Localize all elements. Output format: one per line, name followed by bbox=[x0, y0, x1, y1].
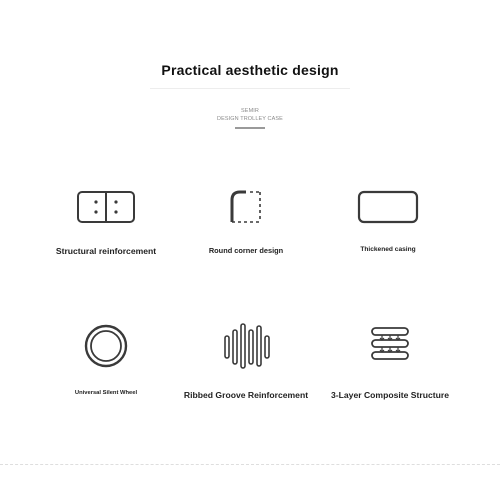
feature-3-layer-composite-structure bbox=[307, 322, 473, 400]
feature-label: Universal Silent Wheel bbox=[74, 390, 138, 396]
brand-tagline: DESIGN TROLLEY CASE bbox=[217, 116, 283, 122]
feature-label: Structural reinforcement bbox=[55, 246, 157, 256]
page-title: Practical aesthetic design bbox=[161, 62, 339, 78]
ribbed-groove-icon bbox=[221, 322, 271, 370]
feature-label: 3-Layer Composite Structure bbox=[331, 390, 449, 400]
feature-label: Ribbed Groove Reinforcement bbox=[183, 390, 309, 400]
feature-ribbed-groove-reinforcement bbox=[163, 322, 329, 400]
wheel-icon bbox=[82, 322, 130, 370]
brand-block bbox=[0, 107, 500, 123]
title-divider bbox=[150, 88, 350, 89]
feature-thickened-casing bbox=[305, 188, 471, 253]
bottom-divider bbox=[0, 464, 500, 465]
three-layer-icon bbox=[368, 322, 412, 366]
feature-label: Thickened casing bbox=[360, 246, 416, 253]
round-corner-icon bbox=[226, 188, 266, 228]
thickened-casing-icon bbox=[357, 188, 419, 228]
brand-name: SEMIR bbox=[241, 108, 259, 114]
structural-reinforcement-icon bbox=[76, 188, 136, 228]
feature-label: Round corner design bbox=[208, 246, 284, 255]
brand-underline bbox=[235, 127, 265, 129]
